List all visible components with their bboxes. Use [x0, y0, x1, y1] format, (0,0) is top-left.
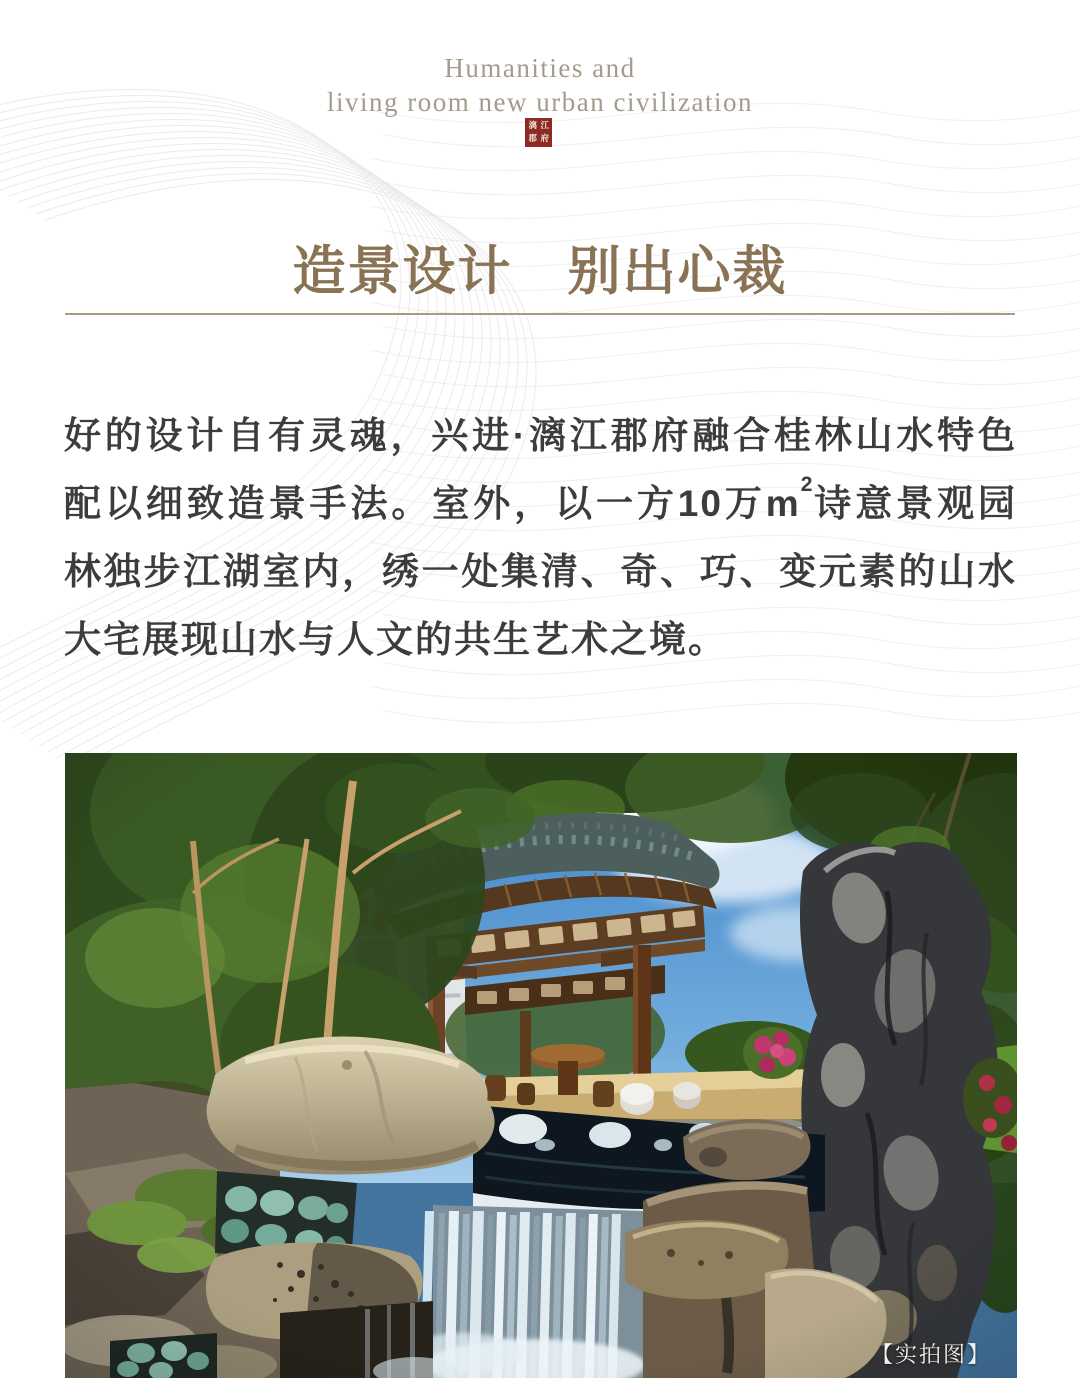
body-line: 林独步江湖室内，绣一处集清、奇、巧、变元素的山水 — [64, 551, 1017, 592]
body-line: 好的设计自有灵魂，兴进·漓江郡府融合桂林山水特色 — [64, 415, 1017, 456]
body-line: 配以细致造景手法。室外，以一方10万$m^2$诗意景观园 — [64, 473, 1017, 524]
seal-char: 郡 — [528, 133, 537, 143]
title-divider — [65, 313, 1015, 315]
garden-pavilion-photo — [65, 753, 1017, 1378]
photo-vignette — [65, 753, 1017, 1378]
body-line: 大宅展现山水与人文的共生艺术之境。 — [64, 619, 727, 660]
header-english-line1: Humanities and — [444, 53, 636, 83]
seal-char: 江 — [540, 120, 549, 130]
page-title: 造景设计 别出心裁 — [292, 243, 788, 301]
photo-caption: 【实拍图】 — [870, 1342, 991, 1367]
garden-scene — [65, 753, 1017, 1378]
header-english-line2: living room new urban civilization — [327, 87, 753, 117]
m2-superscript: 2 — [800, 473, 813, 496]
brand-seal-icon — [525, 118, 552, 147]
body-paragraph — [64, 402, 1017, 674]
seal-char: 漓 — [528, 120, 537, 130]
seal-char: 府 — [540, 133, 549, 143]
